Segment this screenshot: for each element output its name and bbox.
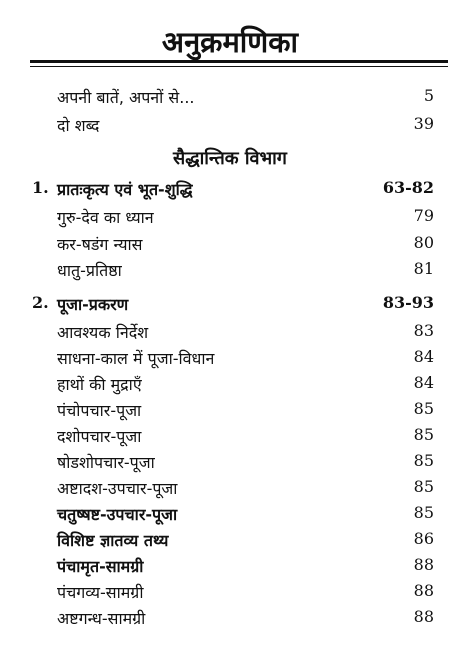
toc-entry[interactable]: [0, 373, 460, 399]
toc-entry[interactable]: [0, 607, 460, 633]
toc-entry[interactable]: [0, 347, 460, 373]
toc-entry-label: दो शब्द: [57, 116, 100, 135]
toc-entry-label: अष्टादश-उपचार-पूजा: [57, 479, 178, 498]
toc-entry-label: षोडशोपचार-पूजा: [57, 453, 155, 472]
section-label: पूजा-प्रकरण: [57, 295, 129, 314]
toc-entry-page: 5: [423, 86, 434, 105]
toc-entry-label: चतुष्षष्ट-उपचार-पूजा: [57, 505, 178, 524]
toc-entry-label: आवश्यक निर्देश: [57, 323, 149, 342]
toc-entry[interactable]: [0, 321, 460, 347]
toc-entry-label: पंचगव्य-सामग्री: [57, 583, 144, 602]
toc-entry[interactable]: [0, 451, 460, 477]
toc-entry-label: दशोपचार-पूजा: [57, 427, 142, 446]
section-pages: 63-82: [382, 178, 434, 197]
toc-entry[interactable]: [0, 425, 460, 451]
toc-entry-page: 84: [413, 347, 434, 366]
toc-entry-label: गुरु-देव का ध्यान: [57, 208, 154, 227]
toc-entry[interactable]: [0, 581, 460, 607]
toc-entry[interactable]: [0, 529, 460, 555]
toc-entry[interactable]: [0, 259, 460, 285]
toc-entry-label: कर-षडंग न्यास: [57, 235, 143, 254]
toc-entry[interactable]: [0, 114, 460, 140]
toc-entry-page: 85: [413, 425, 434, 444]
toc-entry-page: 81: [413, 259, 434, 278]
section-number: 1.: [32, 178, 49, 197]
toc-section[interactable]: [0, 178, 460, 204]
toc-entry[interactable]: [0, 477, 460, 503]
title-rule-thick: [30, 60, 448, 63]
toc-entry[interactable]: [0, 206, 460, 232]
toc-entry[interactable]: [0, 555, 460, 581]
toc-entry-page: 79: [413, 206, 434, 225]
toc-entry-page: 83: [413, 321, 434, 340]
toc-entry-page: 88: [413, 607, 434, 626]
toc-entry[interactable]: [0, 233, 460, 259]
section-number: 2.: [32, 293, 49, 312]
division-heading: सैद्धान्तिक विभाग: [173, 148, 287, 169]
toc-entry-label: विशिष्ट ज्ञातव्य तथ्य: [57, 531, 169, 550]
toc-entry-page: 39: [413, 114, 434, 133]
toc-entry[interactable]: [0, 86, 460, 112]
toc-entry-label: साधना-काल में पूजा-विधान: [57, 349, 215, 368]
toc-entry-page: 85: [413, 399, 434, 418]
toc-entry-label: पंचामृत-सामग्री: [57, 557, 144, 576]
toc-section[interactable]: [0, 293, 460, 319]
toc-entry-label: अपनी बातें, अपनों से...: [57, 88, 195, 107]
section-label: प्रातःकृत्य एवं भूत-शुद्धि: [57, 180, 193, 199]
toc-entry-page: 88: [413, 555, 434, 574]
toc-entry-page: 88: [413, 581, 434, 600]
page-title: अनुक्रमणिका: [161, 25, 299, 59]
toc-entry-page: 85: [413, 503, 434, 522]
section-pages: 83-93: [382, 293, 434, 312]
toc-entry-label: हाथों की मुद्राएँ: [57, 375, 142, 394]
toc-entry-page: 84: [413, 373, 434, 392]
toc-entry-page: 86: [413, 529, 434, 548]
toc-entry-page: 80: [413, 233, 434, 252]
toc-entry-label: धातु-प्रतिष्ठा: [57, 261, 122, 280]
toc-entry-label: पंचोपचार-पूजा: [57, 401, 142, 420]
toc-entry[interactable]: [0, 503, 460, 529]
toc-entry-page: 85: [413, 451, 434, 470]
title-rule-thin: [30, 66, 448, 67]
toc-entry[interactable]: [0, 399, 460, 425]
toc-entry-page: 85: [413, 477, 434, 496]
toc-entry-label: अष्टगन्ध-सामग्री: [57, 609, 146, 628]
